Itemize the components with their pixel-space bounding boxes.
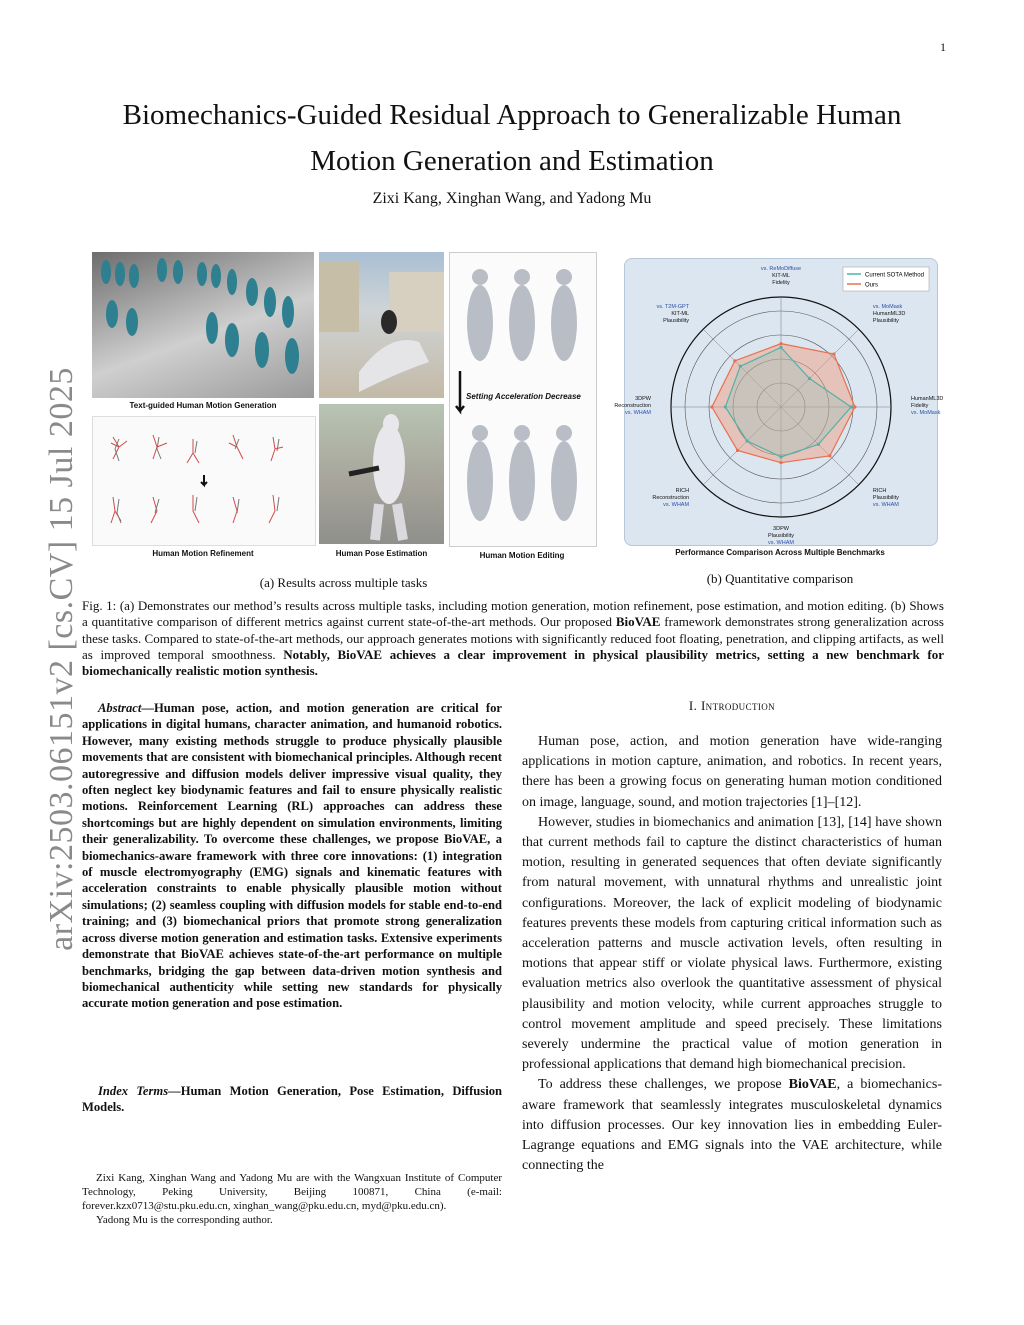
footnote-corresponding: Yadong Mu is the corresponding author. [96, 1214, 273, 1226]
radar-panel [614, 258, 944, 546]
legend-ours: Ours [865, 282, 879, 289]
intro-p3-c: , a biomechanics-aware framework that seamlessly integrates musculoskeletal dynamics into diffusion processes. Our key innovation lies in embedding Euler-Lagrange equations and EMG signals into the VAE architecture, while connecting the [522, 1077, 942, 1174]
ours-series-point [710, 405, 713, 408]
intro-p3-a: To address these challenges, we propose [538, 1077, 789, 1093]
footnote-affiliation: Zixi Kang, Xinghan Wang and Yadong Mu are with the Wangxuan Institute of Computer Technology, Peking University, Beijing 100871, China (e-mail: forever.kzx0713@stu.pku.edu.cn, xinghan_wang@pku.edu.cn, myd@pku.edu.cn). [82, 1172, 502, 1212]
title-line-1: Biomechanics-Guided Residual Approach to Generalizable Human [122, 99, 902, 131]
pose-photo-illustration [319, 252, 444, 398]
radar-legend [843, 267, 929, 291]
walking-figures-illustration [92, 252, 314, 398]
figure-refinement-image [92, 416, 316, 546]
radar-axis-label: vs. WHAM [625, 410, 651, 416]
figure-pose-est-image-top [319, 252, 444, 398]
radar-axis-label: Plausibility [872, 494, 899, 501]
ours-series-point [779, 461, 782, 464]
label-accel: Setting Acceleration Decrease [466, 392, 581, 401]
radar-axis-label: vs. MoMask [911, 410, 941, 416]
label-refinement: Human Motion Refinement [152, 549, 254, 558]
radar-axis-label: Fidelity [911, 403, 929, 409]
radar-axis-label: 3DPW [635, 396, 651, 402]
arxiv-stamp: arXiv:2503.06151v2 [cs.CV] 15 Jul 2025 [43, 367, 80, 951]
section-heading: I. Introduction [688, 698, 776, 713]
radar-axis-label: vs. WHAM [663, 501, 690, 508]
radar-axis-label: vs. WHAM [768, 540, 794, 546]
caption-bold-biovae: BioVAE [615, 614, 661, 630]
pose-photo-illustration-2 [319, 404, 444, 544]
radar-axis-label: Plausibility [872, 318, 899, 325]
skeleton-illustration [93, 417, 315, 545]
radar-axis-label: Plausibility [663, 318, 690, 325]
radar-axis-label: 3DPW [773, 526, 789, 532]
radar-axis-label: Plausibility [768, 533, 794, 539]
sota-series-point [724, 405, 727, 408]
ours-series-point [828, 454, 831, 457]
figure-caption [82, 598, 944, 679]
radar-axis-label: vs. ReMoDiffuse [760, 266, 802, 272]
abstract-label: Abstract [98, 701, 142, 715]
radar-axis-label: HumanML3D [872, 311, 906, 318]
figure-text-guided-image [92, 252, 314, 398]
index-label: Index Terms [98, 1084, 169, 1098]
radar-axis-label: Reconstruction [614, 403, 651, 409]
ours-series-point [779, 342, 782, 345]
caption-text-2: framework demonstrates strong generalization across these tasks. Compared to state-of-the-art methods, our approach generates motions with significantly reduced foot floating, penetration, and clipping artifacts, as well as improved temporal smoothness. [82, 614, 944, 662]
ours-series-point [853, 405, 856, 408]
radar-axis-label: vs. MoMask [872, 304, 903, 311]
ours-series-point [736, 449, 739, 452]
radar-axis-label: Fidelity [772, 280, 790, 286]
index-text: —Human Motion Generation, Pose Estimation, Diffusion Models. [82, 1084, 503, 1115]
sota-series-point [779, 346, 782, 349]
caption-bold-notably: Notably, BioVAE achieves a clear improvement in physical plausibility metrics, setting a new benchmark for biomechanically realistic motion synthesis. [82, 646, 945, 679]
footnote [82, 1171, 502, 1227]
sota-series-point [817, 443, 820, 446]
legend-sota: Current SOTA Method [865, 272, 924, 279]
intro-paragraph-2: However, studies in biomechanics and animation [13], [14] have shown that current methods fail to capture the distinct characteristics of human motion, resulting in generated sequences that often deviate significantly from natural movement, with unnatural rhythms and unrealistic joint configurations. Moreover, the lack of explicit modeling of biodynamic features prevents these models from capturing critical information such as acceleration patterns and muscle activation levels, often resulting in motions that appear stiff or violate physical laws. Furthermore, existing evaluation metrics also overlook the quantitative assessment of physical plausibility and motion velocity, while current approaches struggle to control movement amplitude and speed precisely. These limitations severely undermine the practical value of motion generation in professional applications that demand high biomechanical precision. [522, 814, 942, 1073]
ours-series-point [733, 359, 736, 362]
ours-series-point [832, 352, 835, 355]
radar-axis-label: RICH [675, 487, 690, 494]
sota-series-point [849, 405, 852, 408]
radar-axis-label: KIT-ML [671, 311, 690, 318]
abstract-text: —Human pose, action, and motion generation are critical for applications in digital humans, character animation, and humanoid robotics. However, many existing methods struggle to produce physically plausible movements that are consistent with biomechanical principles. Although recent autoregressive and diffusion models deliver impressive visual quality, they often neglect key biodynamic features and fail to ensure physically realistic motions. Reinforcement Learning (RL) approaches can address these shortcomings but are highly dependent on simulation environments, limiting their generalizability. To overcome these challenges, we propose BioVAE, a biomechanics-aware framework with three core innovations: (1) integration of muscle electromyography (EMG) signals and kinematic features with acceleration constraints to enable physically plausible motion without simulations; (2) seamless coupling with diffusion models for stable end-to-end training; and (3) biomechanical priors that promote strong generalization across diverse motion generation and estimation tasks. Extensive experiments demonstrate that BioVAE achieves state-of-the-art performance on multiple benchmarks, bridging the gap between data-driven motion synthesis and biomechanical authenticity while setting new standards for physically accurate motion generation and pose estimation. [82, 701, 502, 1011]
caption-label: Fig. 1: [82, 598, 117, 613]
abstract [82, 700, 502, 1012]
introduction [522, 732, 942, 1176]
page-number: 1 [940, 40, 946, 54]
radar-axis-label: HumanML3D [911, 396, 944, 402]
intro-paragraph-1: Human pose, action, and motion generation have wide-ranging applications in motion capture, animation, and robotics. In recent years, there has been a growing focus on generating human motion conditioned on image, language, sound, and motion trajectories [1]–[12]. [522, 734, 942, 810]
label-perf: Performance Comparison Across Multiple Benchmarks [675, 548, 885, 557]
sota-series-point [739, 365, 742, 368]
radar-axis-label: KIT-ML [772, 273, 790, 279]
sota-series-point [779, 455, 782, 458]
paper-title [80, 92, 944, 184]
radar-axis-label: vs. WHAM [872, 501, 899, 508]
label-text-guided: Text-guided Human Motion Generation [129, 401, 277, 410]
radar-axis-label: RICH [872, 487, 887, 494]
subcaption-a: (a) Results across multiple tasks [259, 575, 428, 590]
label-editing: Human Motion Editing [479, 551, 565, 560]
label-pose-est: Human Pose Estimation [335, 549, 428, 558]
caption-text: (a) Demonstrates our method’s results across multiple tasks, including motion generation, motion refinement, pose estimation, and motion editing. (b) Shows a quantitative comparison of different metrics against current state-of-the-art methods. Our proposed [82, 598, 944, 630]
sota-series-point [745, 439, 748, 442]
sota-series-point [808, 377, 811, 380]
subcaption-b: (b) Quantitative comparison [706, 571, 854, 586]
radar-axis-label: Reconstruction [652, 494, 690, 501]
radar-axis-label: vs. T2M-GPT [656, 304, 690, 311]
intro-p3-biovae: BioVAE [788, 1077, 837, 1093]
author-list: Zixi Kang, Xinghan Wang, and Yadong Mu [372, 190, 652, 207]
radar-chart [614, 259, 944, 546]
title-line-2: Motion Generation and Estimation [310, 145, 714, 177]
index-terms [82, 1083, 502, 1116]
figure-pose-est-image-bottom [319, 404, 444, 544]
intro-paragraph-3 [522, 1075, 942, 1176]
